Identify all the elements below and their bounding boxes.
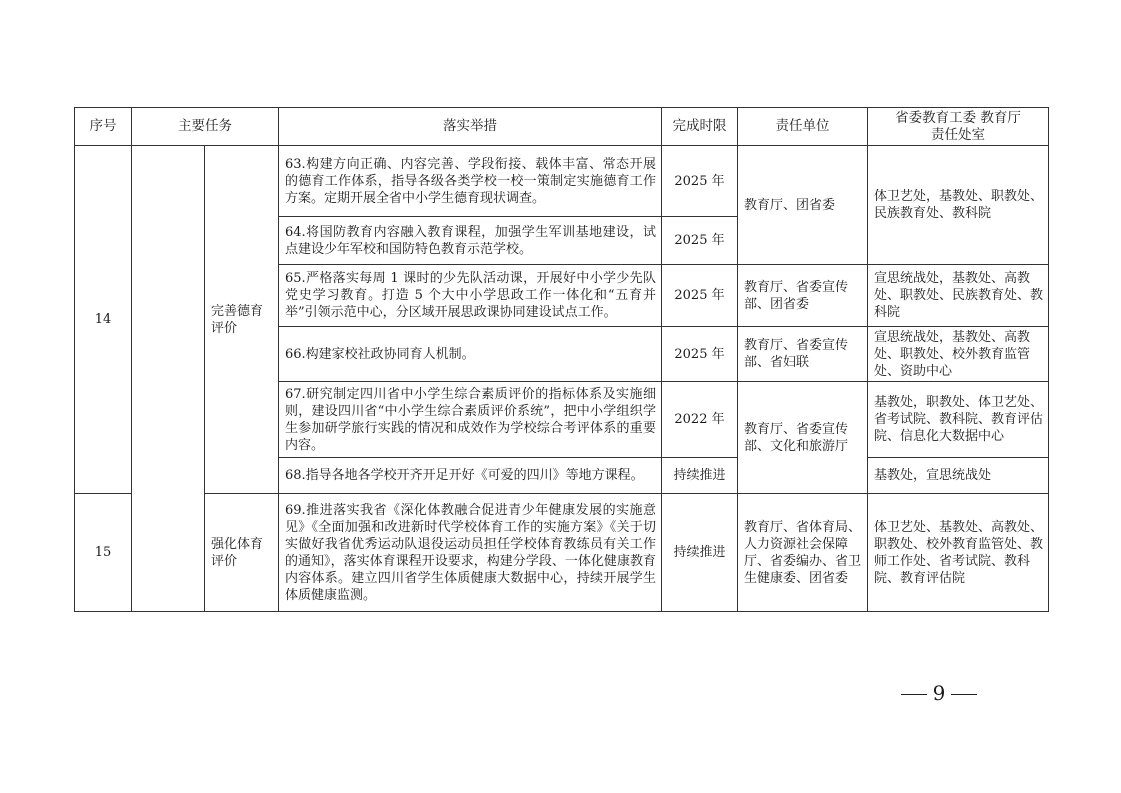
header-measure: 落实举措 [279,108,662,146]
time-cell: 2025 年 [662,327,738,382]
office-cell: 宣思统战处，基教处、高教处、职教处、校外教育监管处、资助中心 [868,327,1049,382]
header-office-line2: 责任处室 [931,126,985,143]
header-time: 完成时限 [662,108,738,146]
header-unit: 责任单位 [738,108,868,146]
measure-cell: 66.构建家校社政协同育人机制。 [279,327,662,382]
task-table [74,107,1049,612]
dash-right [951,694,977,695]
time-cell: 2025 年 [662,146,738,217]
group-task: 强化体育评价 [205,494,279,612]
unit-cell: 教育厅、团省委 [738,146,868,265]
table-row [75,494,1049,612]
header-office [868,108,1049,146]
measure-cell: 65.严格落实每周 1 课时的少先队活动课，开展好中小学少先队党史学习教育。打造 5 个大中小学思政工作一体化和“五育并举”引领示范中心，分区域开展思政课协同建设试点工作。 [279,265,662,327]
group-number: 15 [75,494,132,612]
unit-cell: 教育厅、省委宣传部、团省委 [738,265,868,327]
table-row [75,146,1049,217]
unit-cell: 教育厅、省体育局、人力资源社会保障厅、省委编办、省卫生健康委、团省委 [738,494,868,612]
time-cell: 持续推进 [662,494,738,612]
unit-cell: 教育厅、省委宣传部、省妇联 [738,327,868,382]
time-cell: 2025 年 [662,265,738,327]
page-number [884,680,994,706]
measure-cell: 69.推进落实我省《深化体教融合促进青少年健康发展的实施意见》《全面加强和改进新时代学校体育工作的实施方案》《关于切实做好我省优秀运动队退役运动员担任学校体育教练员有关工作的通知》，落实体育课程开设要求，构建分学段、一体化健康教育内容体系。建立四川省学生体质健康大数据中心，持续开展学生体质健康监测。 [279,494,662,612]
page-number-value: 9 [932,681,946,705]
time-cell: 2022 年 [662,382,738,458]
group-number: 14 [75,146,132,494]
unit-cell: 教育厅、省委宣传部、文化和旅游厅 [738,382,868,494]
header-office-line1: 省委教育工委 教育厅 [895,109,1021,126]
header-task: 主要任务 [132,108,279,146]
dash-left [901,694,927,695]
measure-cell: 67.研究制定四川省中小学生综合素质评价的指标体系及实施细则，建设四川省“中小学生综合素质评价系统”，把中小学组织学生参加研学旅行实践的情况和成效作为学校综合考评体系的重要内容。 [279,382,662,458]
office-cell: 宣思统战处，基教处、高教处、职教处、民族教育处、教科院 [868,265,1049,327]
office-cell: 基教处，宣思统战处 [868,458,1049,494]
group-task: 完善德育评价 [205,146,279,494]
header-row [75,108,1049,146]
office-cell: 体卫艺处，基教处、职教处、民族教育处、教科院 [868,146,1049,265]
header-no: 序号 [75,108,132,146]
measure-cell: 64.将国防教育内容融入教育课程，加强学生军训基地建设，试点建设少年军校和国防特色教育示范学校。 [279,217,662,265]
blank-cell [132,146,205,612]
measure-cell: 68.指导各地各学校开齐开足开好《可爱的四川》等地方课程。 [279,458,662,494]
office-cell: 体卫艺处、基教处、高教处、职教处、校外教育监管处、教师工作处、省考试院、教科院、教育评估院 [868,494,1049,612]
time-cell: 持续推进 [662,458,738,494]
time-cell: 2025 年 [662,217,738,265]
measure-cell: 63.构建方向正确、内容完善、学段衔接、载体丰富、常态开展的德育工作体系，指导各级各类学校一校一策制定实施德育工作方案。定期开展全省中小学生德育现状调查。 [279,146,662,217]
office-cell: 基教处，职教处、体卫艺处、省考试院、教科院、教育评估院、信息化大数据中心 [868,382,1049,458]
